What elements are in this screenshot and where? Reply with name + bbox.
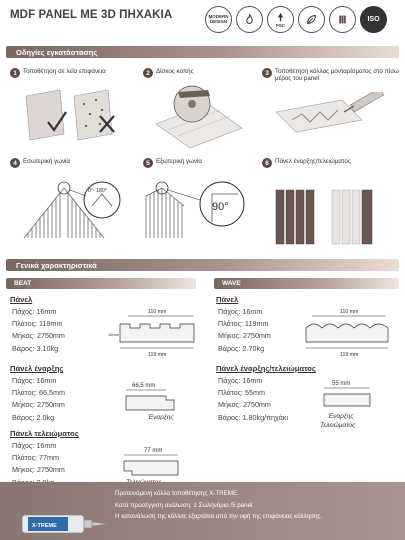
smooth-surface-illustration bbox=[18, 86, 128, 146]
step-text: Εξωτερική γωνία bbox=[156, 158, 202, 165]
step-number: 2 bbox=[143, 68, 153, 78]
spec-line: Μήκος: 2750mm bbox=[218, 400, 271, 410]
spec-line: Πάχος: 16mm bbox=[12, 441, 57, 450]
eco-leaf-icon bbox=[298, 6, 325, 33]
outer-corner-illustration bbox=[140, 176, 252, 246]
step-5 bbox=[143, 158, 253, 168]
dim-top: 66,5 mm bbox=[132, 383, 156, 389]
dim-top: 77 mm bbox=[144, 448, 163, 454]
saw-blade-illustration bbox=[148, 82, 248, 148]
profile-label-finish: Τελειώματος bbox=[320, 422, 356, 429]
beat-start-title: Πάνελ έναρξης bbox=[10, 364, 64, 373]
beat-start-specs bbox=[12, 375, 65, 424]
beat-heading-bar bbox=[6, 278, 196, 289]
spec-line: Πάχος: 16mm bbox=[218, 307, 263, 316]
spec-line: Πλάτος: 77mm bbox=[12, 453, 59, 463]
outer-angle-label: 90° bbox=[212, 201, 229, 213]
dim-bottom: 119 mm bbox=[148, 352, 167, 358]
spec-line: Βάρος: 2.0kg bbox=[12, 412, 55, 422]
spec-line: Μήκος: 2750mm bbox=[12, 331, 65, 341]
dim-top: 110 mm bbox=[340, 309, 359, 315]
wave-startfinish-title: Πάνελ έναρξης/τελειώματος bbox=[216, 364, 316, 373]
profile-label-start: Έναρξης bbox=[328, 413, 354, 420]
spec-line: Πλάτος: 66,5mm bbox=[12, 388, 65, 398]
step-text: Τοποθέτηση κόλλας μονταρίσματος στο πίσω μέρος του panel bbox=[275, 68, 399, 83]
dim-top: 55 mm bbox=[332, 381, 351, 387]
step-text: Δίσκος κοπής bbox=[156, 68, 194, 75]
glue-tube-image bbox=[18, 509, 110, 539]
wave-startfinish-profile bbox=[318, 376, 400, 430]
beat-start-profile bbox=[118, 378, 198, 420]
spec-line: Πλάτος: 119mm bbox=[218, 319, 269, 329]
tube-label: X-TREME bbox=[32, 523, 57, 529]
start-finish-panel-illustration bbox=[272, 188, 382, 246]
iso-icon: ISO bbox=[360, 6, 387, 33]
installation-heading: Οδηγίες εγκατάστασης bbox=[16, 47, 98, 57]
step-4 bbox=[10, 158, 120, 168]
spec-line: Πάχος: 16mm bbox=[12, 307, 57, 316]
glue-application-illustration bbox=[272, 92, 392, 142]
beat-heading: BEAT bbox=[14, 279, 32, 287]
footer-line: Η κατανάλωση της κόλλας εξαρτάται από την υφή της επιφάνειας κόλλησης. bbox=[115, 513, 323, 520]
dim-bottom: 119 mm bbox=[340, 352, 359, 358]
step-number: 3 bbox=[262, 68, 272, 78]
modern-design-icon: MODERN DESIGN bbox=[205, 6, 232, 33]
wood-panel-icon bbox=[329, 6, 356, 33]
step-2 bbox=[143, 68, 253, 78]
step-number: 6 bbox=[262, 158, 272, 168]
step-6 bbox=[262, 158, 402, 168]
beat-finish-profile bbox=[110, 443, 198, 487]
step-number: 5 bbox=[143, 158, 153, 168]
step-text: Πάνελ έναρξης/τελειώματος bbox=[275, 158, 351, 165]
step-text: Τοποθέτηση σε λεία επιφάνεια bbox=[23, 68, 106, 75]
step-number: 1 bbox=[10, 68, 20, 78]
wave-panel-specs bbox=[218, 306, 271, 355]
dim-side: 16mm bbox=[108, 332, 120, 337]
step-3 bbox=[262, 68, 402, 82]
spec-line: Μήκος: 2750mm bbox=[218, 331, 271, 341]
features-heading: Γενικά χαρακτηριστικά bbox=[16, 260, 97, 270]
step-1 bbox=[10, 68, 135, 78]
inner-angle-label: 0°- 180° bbox=[88, 188, 107, 194]
spec-line: Βάρος: 2.70kg bbox=[218, 343, 265, 353]
spec-line: Μήκος: 2750mm bbox=[12, 465, 65, 475]
beat-finish-title: Πάνελ τελειώματος bbox=[10, 429, 79, 438]
beat-panel-profile bbox=[106, 304, 206, 358]
spec-line: Πάχος: 16mm bbox=[218, 376, 263, 385]
beat-panel-specs bbox=[12, 306, 65, 355]
wave-panel-title: Πάνελ bbox=[216, 295, 239, 304]
wave-startfinish-specs bbox=[218, 375, 288, 424]
spec-line: Πλάτος: 55mm bbox=[218, 388, 265, 398]
fire-icon bbox=[236, 6, 263, 33]
features-heading-bar bbox=[6, 259, 399, 271]
beat-panel-title: Πάνελ bbox=[10, 295, 33, 304]
wave-heading-bar bbox=[214, 278, 399, 289]
spec-line: Πλάτος: 119mm bbox=[12, 319, 63, 329]
step-text: Εσωτερική γωνία bbox=[23, 158, 71, 165]
certification-badges bbox=[205, 6, 387, 33]
inner-corner-illustration bbox=[18, 176, 130, 246]
spec-line: Βάρος: 1.80kg/πηχάκι bbox=[218, 412, 288, 422]
wave-heading: WAVE bbox=[222, 279, 241, 287]
dim-top: 110 mm bbox=[148, 309, 167, 315]
footer-line: Προτεινόμενη κόλλα τοποθέτησης X-TREME. bbox=[115, 490, 239, 497]
footer-line: Κατά προσέγγιση ανάλωση: 1 Σωληνάριο /5 panel. bbox=[115, 501, 255, 509]
spec-line: Πάχος: 16mm bbox=[12, 376, 57, 385]
spec-line: Βάρος: 3.10kg bbox=[12, 343, 59, 353]
page-title: MDF PANEL ME 3D ΠΗΧΑΚΙΑ bbox=[10, 9, 173, 21]
fsc-icon: FSC bbox=[267, 6, 294, 33]
wave-panel-profile bbox=[296, 304, 400, 358]
footer-text bbox=[115, 488, 322, 523]
spec-line: Μήκος: 2750mm bbox=[12, 400, 65, 410]
step-number: 4 bbox=[10, 158, 20, 168]
profile-label: Έναρξης bbox=[148, 414, 174, 420]
installation-heading-bar bbox=[6, 46, 399, 58]
